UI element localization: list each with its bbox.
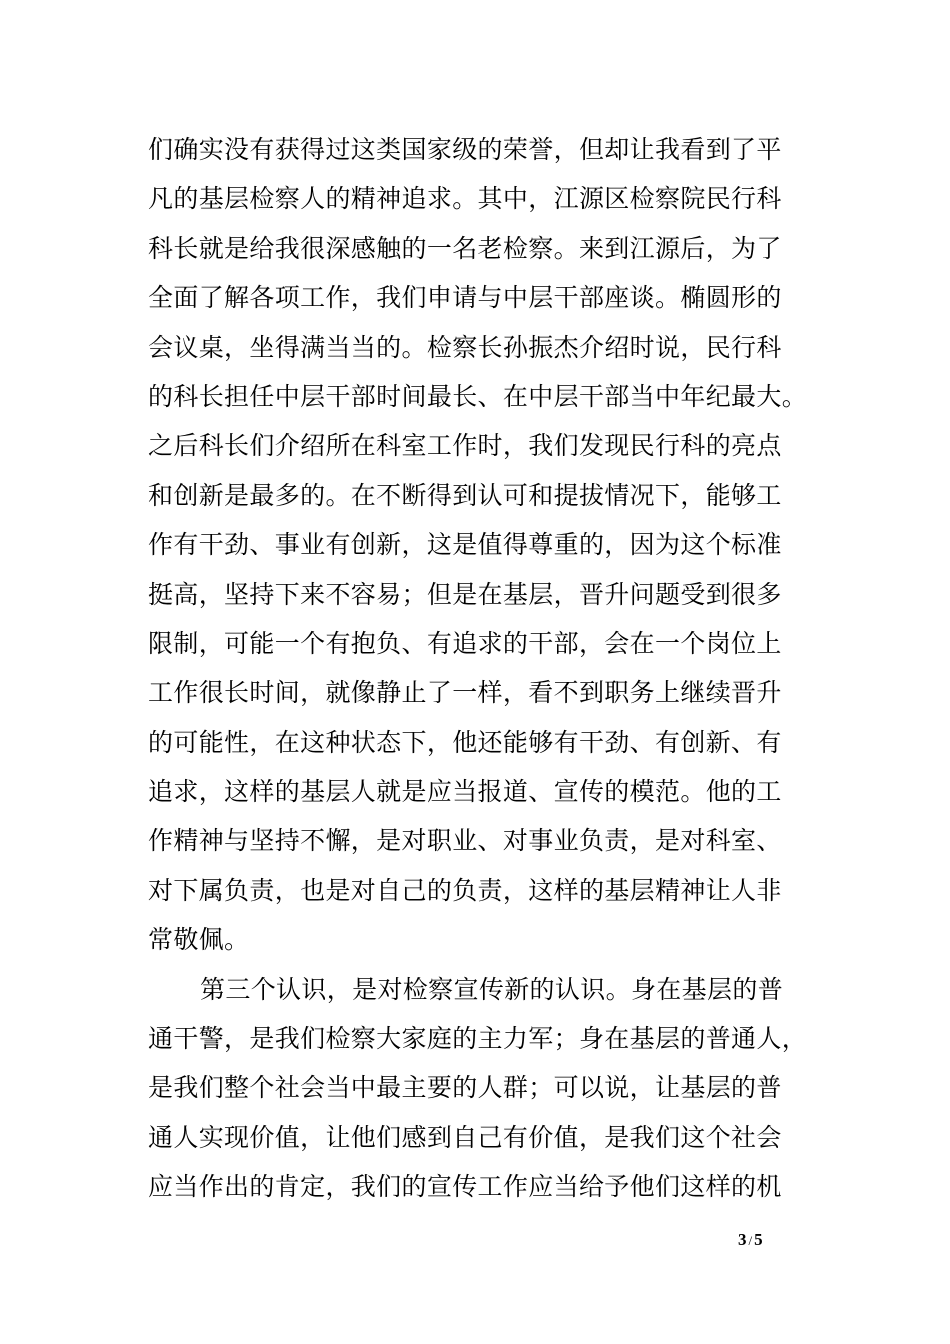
- text-line: 通干警，是我们检察大家庭的主力军；身在基层的普通人，: [148, 1024, 808, 1054]
- text-line: 科长就是给我很深感触的一名老检察。来到江源后，为了: [148, 233, 782, 263]
- text-line: 常敬佩。: [148, 925, 250, 955]
- text-line: 通人实现价值，让他们感到自己有价值，是我们这个社会: [148, 1122, 782, 1152]
- document-body: [148, 125, 808, 1212]
- text-line: 限制，可能一个有抱负、有追求的干部，会在一个岗位上: [148, 628, 782, 658]
- paragraph-first-line: 第三个认识，是对检察宣传新的认识。身在基层的普: [200, 974, 784, 1004]
- text-line: 和创新是最多的。在不断得到认可和提拔情况下，能够工: [148, 480, 782, 510]
- text-line: 之后科长们介绍所在科室工作时，我们发现民行科的亮点: [148, 431, 782, 461]
- text-line: 追求，这样的基层人就是应当报道、宣传的模范。他的工: [148, 777, 782, 807]
- text-line: 凡的基层检察人的精神追求。其中，江源区检察院民行科: [148, 184, 782, 214]
- text-line: 工作很长时间，就像静止了一样，看不到职务上继续晋升: [148, 678, 782, 708]
- text-line: 作精神与坚持不懈，是对职业、对事业负责，是对科室、: [148, 826, 782, 856]
- page-number: [738, 1230, 763, 1250]
- text-line: 是我们整个社会当中最主要的人群；可以说，让基层的普: [148, 1073, 782, 1103]
- text-line: 的可能性，在这种状态下，他还能够有干劲、有创新、有: [148, 727, 782, 757]
- text-line: 挺高，坚持下来不容易；但是在基层，晋升问题受到很多: [148, 579, 782, 609]
- text-line: 的科长担任中层干部时间最长、在中层干部当中年纪最大。: [148, 381, 808, 411]
- text-line: 应当作出的肯定，我们的宣传工作应当给予他们这样的机: [148, 1172, 782, 1202]
- current-page: 3: [738, 1230, 747, 1249]
- total-pages: 5: [754, 1230, 763, 1249]
- text-line: 们确实没有获得过这类国家级的荣誉，但却让我看到了平: [148, 135, 782, 164]
- text-line: 作有干劲、事业有创新，这是值得尊重的，因为这个标准: [148, 530, 782, 560]
- text-line: 全面了解各项工作，我们申请与中层干部座谈。椭圆形的: [148, 283, 782, 313]
- page-separator: /: [748, 1233, 753, 1248]
- text-line: 会议桌，坐得满当当的。检察长孙振杰介绍时说，民行科: [148, 332, 782, 362]
- text-line: 对下属负责，也是对自己的负责，这样的基层精神让人非: [148, 875, 782, 905]
